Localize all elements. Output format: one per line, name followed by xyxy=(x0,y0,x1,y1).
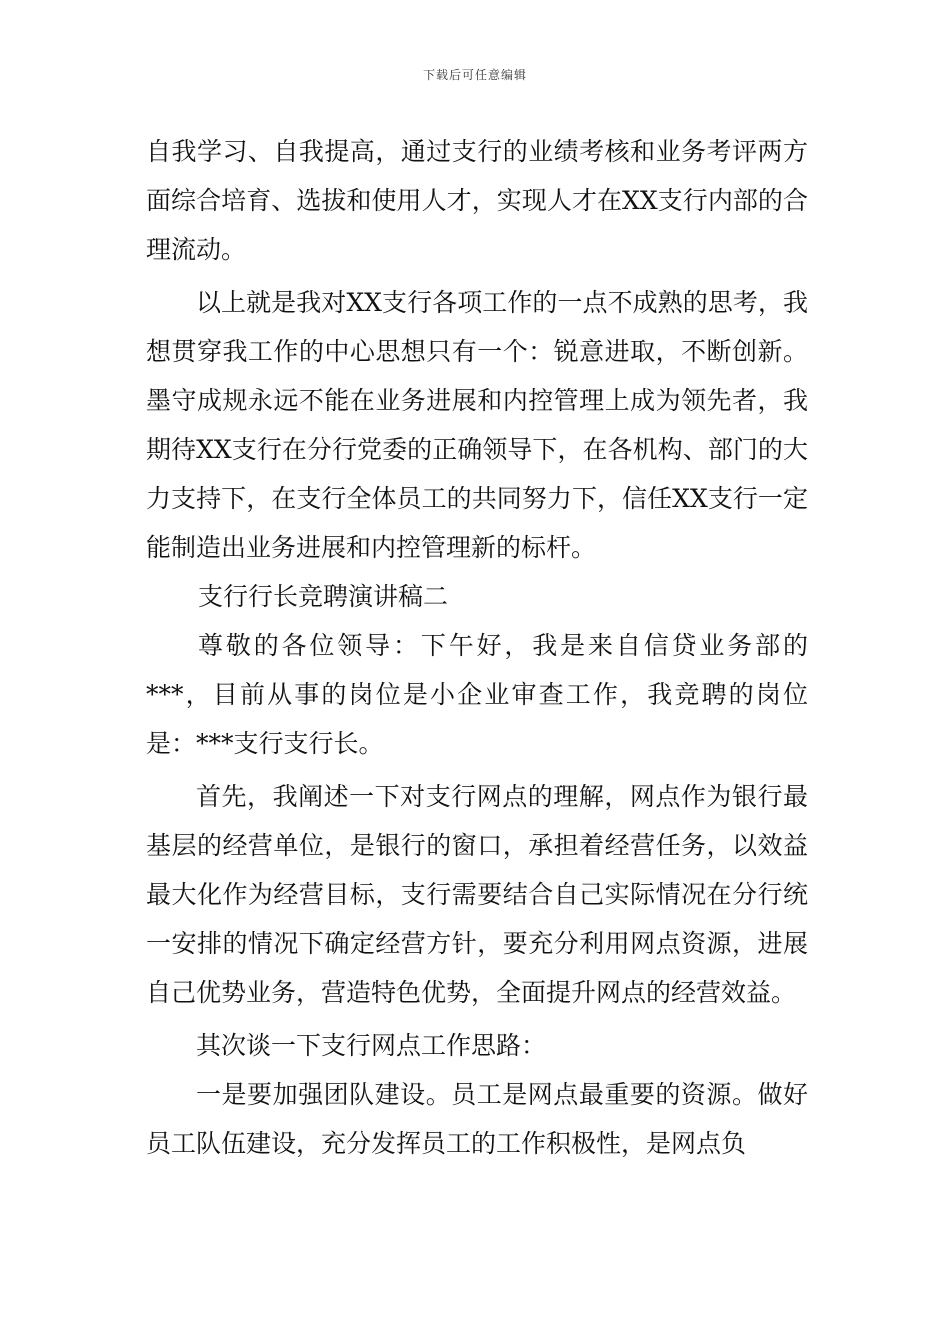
paragraph-team-building: 一是要加强团队建设。员工是网点最重要的资源。做好员工队伍建设，充分发挥员工的工作积极性，是网点负 xyxy=(146,1080,808,1158)
paragraph-continuation: 自我学习、自我提高，通过支行的业绩考核和业务考评两方面综合培育、选拔和使用人才，实现人才在XX支行内部的合理流动。 xyxy=(146,137,808,264)
section-heading: 支行行长竞聘演讲稿二 xyxy=(198,582,449,611)
paragraph-understanding: 首先，我阐述一下对支行网点的理解，网点作为银行最基层的经营单位，是银行的窗口，承担着经营任务，以效益最大化作为经营目标，支行需要结合自己实际情况在分行统一安排的情况下确定经营方针，要充分利用网点资源，进展自己优势业务，营造特色优势，全面提升网点的经营效益。 xyxy=(146,782,808,1007)
paragraph-conclusion: 以上就是我对XX支行各项工作的一点不成熟的思考，我想贯穿我工作的中心思想只有一个：锐意进取，不断创新。墨守成规永远不能在业务进展和内控管理上成为领先者，我期待XX支行在分行党委的正确领导下，在各机构、部门的大力支持下，在支行全体员工的共同努力下，信任XX支行一定能制造出业务进展和内控管理新的标杆。 xyxy=(146,288,808,562)
header-note: 下载后可任意编辑 xyxy=(422,68,527,82)
paragraph-work-ideas: 其次谈一下支行网点工作思路： xyxy=(196,1031,547,1060)
paragraph-greeting: 尊敬的各位领导：下午好，我是来自信贷业务部的***，目前从事的岗位是小企业审查工作，我竞聘的岗位是：***支行支行长。 xyxy=(146,631,808,758)
document-body xyxy=(146,127,808,1168)
